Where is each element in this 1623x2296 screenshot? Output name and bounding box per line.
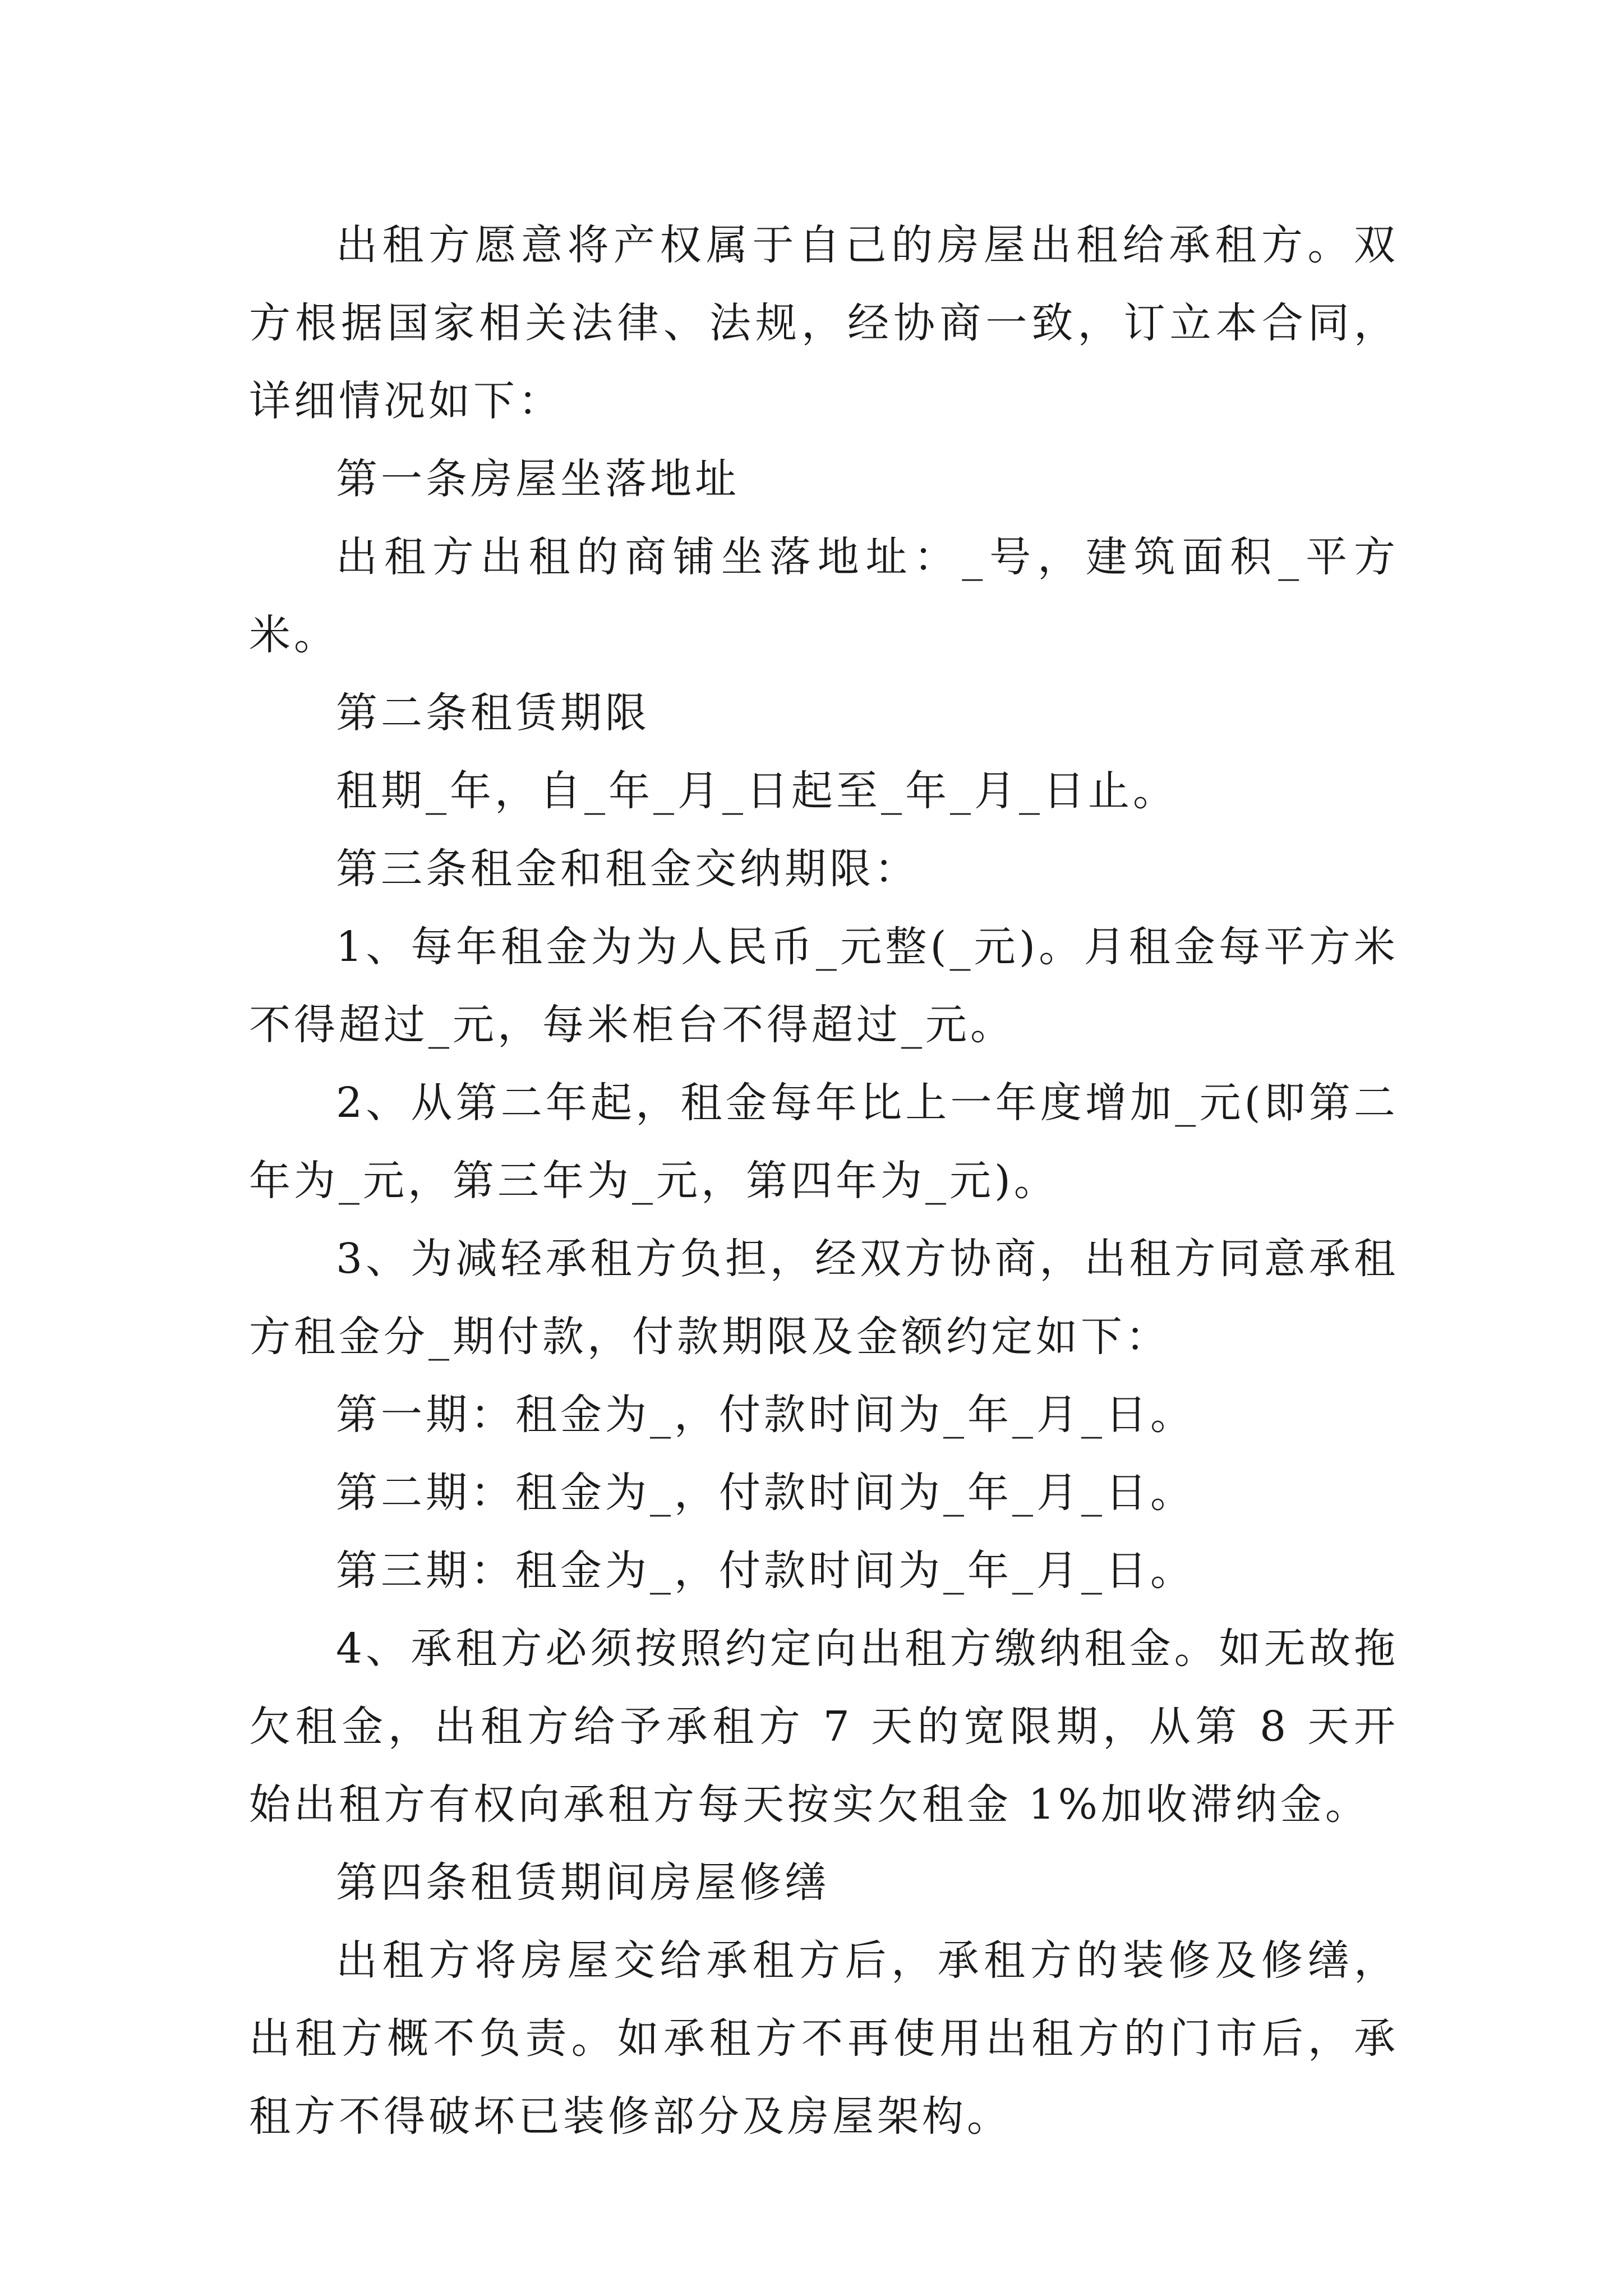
article-1-address-paragraph: 出租方出租的商铺坐落地址：_号，建筑面积_平方米。 [249,533,1399,659]
article-2-term-paragraph: 租期_年，自_年_月_日起至_年_月_日止。 [336,767,1178,815]
installment-2: 第二期：租金为_，付款时间为_年_月_日。 [336,1469,1195,1517]
intro-paragraph: 出租方愿意将产权属于自己的房屋出租给承租方。双方根据国家相关法律、法规，经协商一致，订立本合同，详细情况如下： [249,221,1399,425]
article-4-heading: 第四条租赁期间房屋修缮 [336,1858,829,1907]
installment-3: 第三期：租金为_，付款时间为_年_月_日。 [336,1547,1195,1595]
article-3-item-3: 3、为减轻承租方负担，经双方协商，出租方同意承租方租金分_期付款，付款期限及金额约定如下： [249,1235,1399,1361]
article-4-repair-paragraph: 出租方将房屋交给承租方后，承租方的装修及修缮，出租方概不负责。如承租方不再使用出租方的门市后，承租方不得破坏已装修部分及房屋架构。 [249,1936,1399,2141]
article-3-item-2: 2、从第二年起，租金每年比上一年度增加_元(即第二年为_元，第三年为_元，第四年为_元)。 [249,1079,1399,1205]
article-3-item-4: 4、承租方必须按照约定向出租方缴纳租金。如无故拖欠租金，出租方给予承租方 7 天的宽限期，从第 8 天开始出租方有权向承租方每天按实欠租金 1%加收滞纳金。 [249,1625,1399,1829]
article-1-heading: 第一条房屋坐落地址 [336,455,740,503]
contract-text-block [249,206,1399,2156]
article-2-heading: 第二条租赁期限 [336,689,650,737]
installment-1: 第一期：租金为_，付款时间为_年_月_日。 [336,1391,1195,1439]
article-3-heading: 第三条租金和租金交纳期限： [336,845,919,893]
article-3-item-1: 1、每年租金为为人民币_元整(_元)。月租金每平方米不得超过_元，每米柜台不得超过_元。 [249,923,1399,1049]
